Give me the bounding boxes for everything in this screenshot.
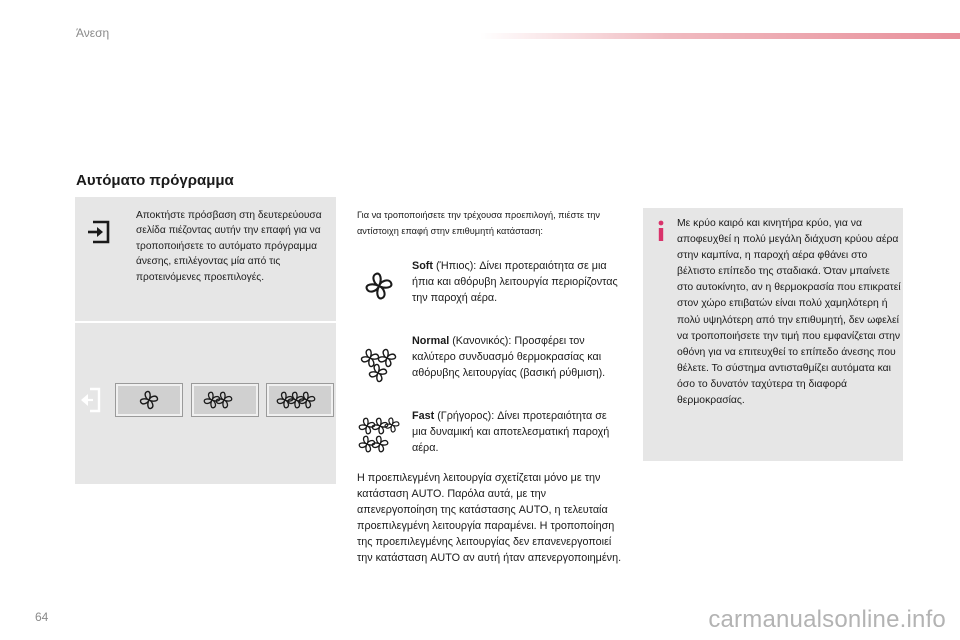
mode-fast-text: (Γρήγορος): Δίνει προτεραιότητα σε μια δυναμική και αποτελεσματική παροχή αέρα. [412, 410, 610, 454]
fan-soft-icon [357, 264, 401, 308]
middle-column [357, 208, 627, 565]
page-number: 64 [35, 610, 49, 624]
mode-normal-desc [412, 333, 620, 381]
fan-normal-icon [357, 343, 401, 387]
mode-soft-desc [412, 258, 620, 306]
mode-soft-text: (Ήπιος): Δίνει προτεραιότητα σε μια ήπια και αθόρυβη λειτουργία περιορίζοντας την παροχή αέρα. [412, 260, 618, 304]
menu-arrow-icon [86, 219, 112, 245]
section-title: Αυτόματο πρόγραμμα [76, 172, 234, 189]
outro-text: Η προεπιλεγμένη λειτουργία σχετίζεται μόνο με την κατάσταση AUTO. Παρόλα αυτά, με την απενεργοποίηση της κατάστασης AUTO, η τελευταία προεπιλεγμένη λειτουργία παραμένει. Η τροποποίηση της προεπιλεγμένης λειτουργίας δεν επανενεργοποιεί την κατάσταση AUTO αν αυτή ήταν απενεργοποιημένη. [357, 472, 622, 565]
info-text: Με κρύο καιρό και κινητήρα κρύο, για να αποφευχθεί η πολύ μεγάλη διάχυση κρύου αέρα στην καμπίνα, η παροχή αέρα φθάνει στο βέλτιστο επίπεδο της σταδιακά. Όταν μπαίνετε στο αυτοκίνητο, αν η θερμοκρασία που επικρατεί στον χώρο επιβατών είναι πολύ χαμηλότερη ή πολύ υψηλότερη από την επιθυμητή, δεν ωφελεί να τροποποιήσετε την τιμή που εμφανίζεται στην οθόνη για να επιτευχθεί το επίπεδο άνεσης που θέλετε. Το σύστημα αντισταθμίζει αυτόματα και όσο το δυνατόν ταχύτερα τη διαφορά θερμοκρασίας. [677, 218, 901, 407]
fast-mode-button[interactable] [266, 383, 334, 417]
info-box [643, 208, 903, 461]
fan-normal-icon [202, 389, 248, 411]
normal-mode-button[interactable] [191, 383, 259, 417]
touchscreen-mode-row [78, 383, 334, 417]
intro-text: Για να τροποποιήσετε την τρέχουσα προεπιλογή, πιέστε την αντίστοιχη επαφή στην επιθυμητή κατάσταση: [357, 210, 600, 236]
watermark: carmanualsonline.info [708, 606, 946, 633]
left-instruction-text: Αποκτήστε πρόσβαση στη δευτερεύουσα σελίδα πιέζοντας αυτήν την επαφή για να τροποποιήσετε το αυτόματο πρόγραμμα άνεσης, επιλέγοντας μία από τις προτεινόμενες προεπιλογές. [136, 210, 322, 283]
back-icon[interactable] [78, 386, 102, 414]
mode-normal-name: Normal [412, 335, 450, 347]
fan-soft-icon [138, 389, 160, 411]
soft-mode-button[interactable] [115, 383, 183, 417]
info-icon [655, 220, 667, 242]
panel-divider [75, 321, 336, 323]
fan-fast-icon [357, 414, 401, 458]
mode-fast-name: Fast [412, 410, 435, 422]
mode-soft-name: Soft [412, 260, 433, 272]
header-rule [480, 33, 960, 39]
header-title: Άνεση [76, 26, 110, 40]
fan-fast-icon [275, 389, 325, 411]
mode-normal-text: (Κανονικός): Προσφέρει τον καλύτερο συνδυασμό θερμοκρασίας και αθόρυβης λειτουργίας (βασική ρύθμιση). [412, 335, 606, 379]
mode-fast-desc [412, 408, 620, 456]
